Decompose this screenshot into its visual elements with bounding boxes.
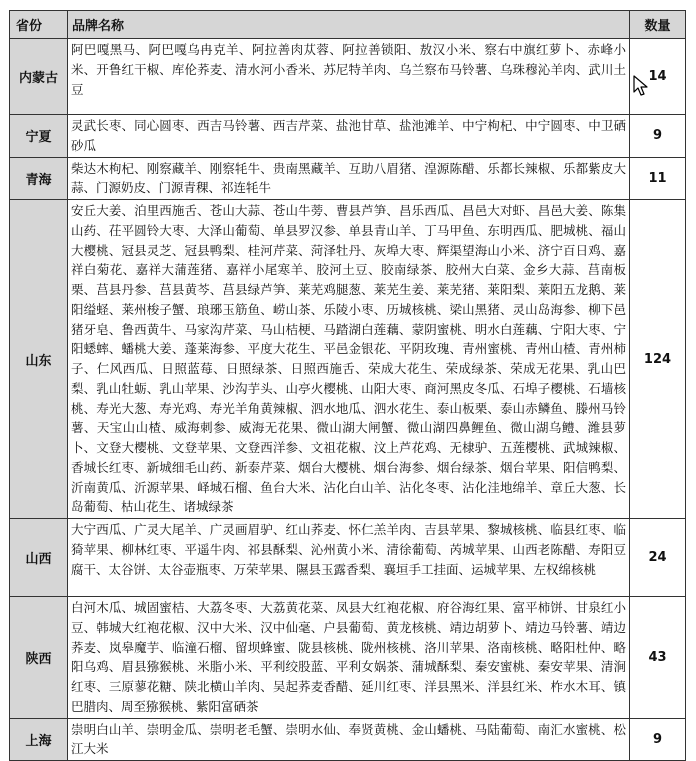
brand-list-cell: 大宁西瓜、广灵大尾羊、广灵画眉驴、红山荞麦、怀仁羔羊肉、吉县苹果、黎城核桃、临县红枣、临猗苹果、柳林红枣、平遥牛肉、祁县酥梨、沁州黄小米、清徐葡萄、芮城苹果、山西老陈醋、寿阳豆腐干、太谷饼、太谷壶瓶枣、万荣苹果、隰县玉露香梨、襄垣手工挂面、运城苹果、左权绵核桃 (68, 519, 630, 597)
province-cell: 山西 (10, 519, 68, 597)
province-cell: 陕西 (10, 597, 68, 719)
mouse-pointer-icon (633, 75, 649, 97)
count-cell: 24 (630, 519, 686, 597)
table-row (10, 597, 686, 719)
count-cell: 14 (630, 39, 686, 115)
table-row (10, 200, 686, 519)
brand-list-cell: 灵武长枣、同心圆枣、西吉马铃薯、西吉芹菜、盐池甘草、盐池滩羊、中宁枸杞、中宁圆枣、中卫硒砂瓜 (68, 115, 630, 158)
count-cell: 43 (630, 597, 686, 719)
table-row (10, 115, 686, 158)
province-cell: 青海 (10, 157, 68, 200)
brand-table (9, 10, 686, 761)
province-cell: 山东 (10, 200, 68, 519)
table-row (10, 39, 686, 115)
count-cell: 124 (630, 200, 686, 519)
brand-list-cell: 安丘大姜、泊里西施舌、苍山大蒜、苍山牛蒡、曹县芦笋、昌乐西瓜、昌邑大对虾、昌邑大姜、陈集山药、茌平圆铃大枣、大泽山葡萄、单县罗汉参、单县青山羊、丁马甲鱼、东明西瓜、肥城桃、福山大樱桃、冠县灵芝、冠县鸭梨、桂河芹菜、菏泽牡丹、灰埠大枣、辉渠望海山小米、济宁百日鸡、嘉祥白菊花、嘉祥大蒲莲猪、嘉祥小尾寒羊、胶河土豆、胶南绿茶、胶州大白菜、金乡大蒜、莒南板栗、莒县丹参、莒县黄芩、莒县绿芦笋、莱芜鸡腿葱、莱芜生姜、莱芜猪、莱阳梨、莱阳五龙鹅、莱阳缢蛏、莱州梭子蟹、琅琊玉筋鱼、崂山茶、乐陵小枣、历城核桃、梁山黑猪、灵山岛海参、柳下邑猪牙皂、鲁西黄牛、马家沟芹菜、马山桔梗、马踏湖白莲藕、蒙阴蜜桃、明水白莲藕、宁阳大枣、宁阳蟋蟀、蟠桃大姜、蓬莱海参、平度大花生、平邑金银花、平阴玫瑰、青州蜜桃、青州山楂、青州柿子、仁风西瓜、日照蓝莓、日照绿茶、日照西施舌、荣成大花生、荣成绿茶、荣成无花果、乳山巴梨、乳山牡蛎、乳山苹果、沙沟芋头、山亭火樱桃、山阳大枣、商河黑皮冬瓜、石埠子樱桃、石墙核桃、寿光大葱、寿光鸡、寿光羊角黄辣椒、泗水地瓜、泗水花生、泰山板栗、泰山赤鳞鱼、滕州马铃薯、天宝山山楂、威海刺参、威海无花果、微山湖大闸蟹、微山湖四鼻鲤鱼、微山湖乌鳢、潍县萝卜、文登大樱桃、文登苹果、文登西洋参、文祖花椒、汶上芦花鸡、无棣驴、五莲樱桃、武城辣椒、香城长红枣、新城细毛山药、新泰芹菜、烟台大樱桃、烟台海参、烟台绿茶、烟台苹果、阳信鸭梨、沂南黄瓜、沂源苹果、峄城石榴、鱼台大米、沾化白山羊、沾化冬枣、沾化洼地绵羊、章丘大葱、长岛葡萄、枯山花生、诸城绿茶 (68, 200, 630, 519)
province-cell: 内蒙古 (10, 39, 68, 115)
header-province: 省份 (10, 11, 68, 39)
header-brand: 品牌名称 (68, 11, 630, 39)
table-row (10, 718, 686, 761)
brand-list-cell: 白河木瓜、城固蜜桔、大荔冬枣、大荔黄花菜、凤县大红袍花椒、府谷海红果、富平柿饼、甘泉红小豆、韩城大红袍花椒、汉中大米、汉中仙毫、户县葡萄、黄龙核桃、靖边胡萝卜、靖边马铃薯、靖边荞麦、岚皋魔芋、临潼石榴、留坝蜂蜜、陇县核桃、陇州核桃、洛川苹果、洛南核桃、略阳杜仲、略阳乌鸡、眉县猕猴桃、米脂小米、平利绞股蓝、平利女娲茶、蒲城酥梨、秦安蜜桃、秦安苹果、清涧红枣、三原蓼花糖、陕北横山羊肉、吴起荞麦香醋、延川红枣、洋县黑米、洋县红米、柞水木耳、镇巴腊肉、周至猕猴桃、紫阳富硒茶 (68, 597, 630, 719)
brand-list-cell: 阿巴嘎黑马、阿巴嘎乌冉克羊、阿拉善肉苁蓉、阿拉善锁阳、敖汉小米、察右中旗红萝卜、赤峰小米、开鲁红干椒、库伦荞麦、清水河小香米、苏尼特羊肉、乌兰察布马铃薯、乌珠穆沁羊肉、武川土豆 (68, 39, 630, 115)
count-cell: 9 (630, 115, 686, 158)
header-row (10, 11, 686, 39)
table-row (10, 519, 686, 597)
header-count: 数量 (630, 11, 686, 39)
brand-list-cell: 崇明白山羊、崇明金瓜、崇明老毛蟹、崇明水仙、奉贤黄桃、金山蟠桃、马陆葡萄、南汇水蜜桃、松江大米 (68, 718, 630, 761)
count-cell: 9 (630, 718, 686, 761)
province-cell: 上海 (10, 718, 68, 761)
table-row (10, 157, 686, 200)
count-cell: 11 (630, 157, 686, 200)
brand-list-cell: 柴达木枸杞、刚察藏羊、刚察牦牛、贵南黑藏羊、互助八眉猪、湟源陈醋、乐都长辣椒、乐都紫皮大蒜、门源奶皮、门源青稞、祁连牦牛 (68, 157, 630, 200)
province-cell: 宁夏 (10, 115, 68, 158)
